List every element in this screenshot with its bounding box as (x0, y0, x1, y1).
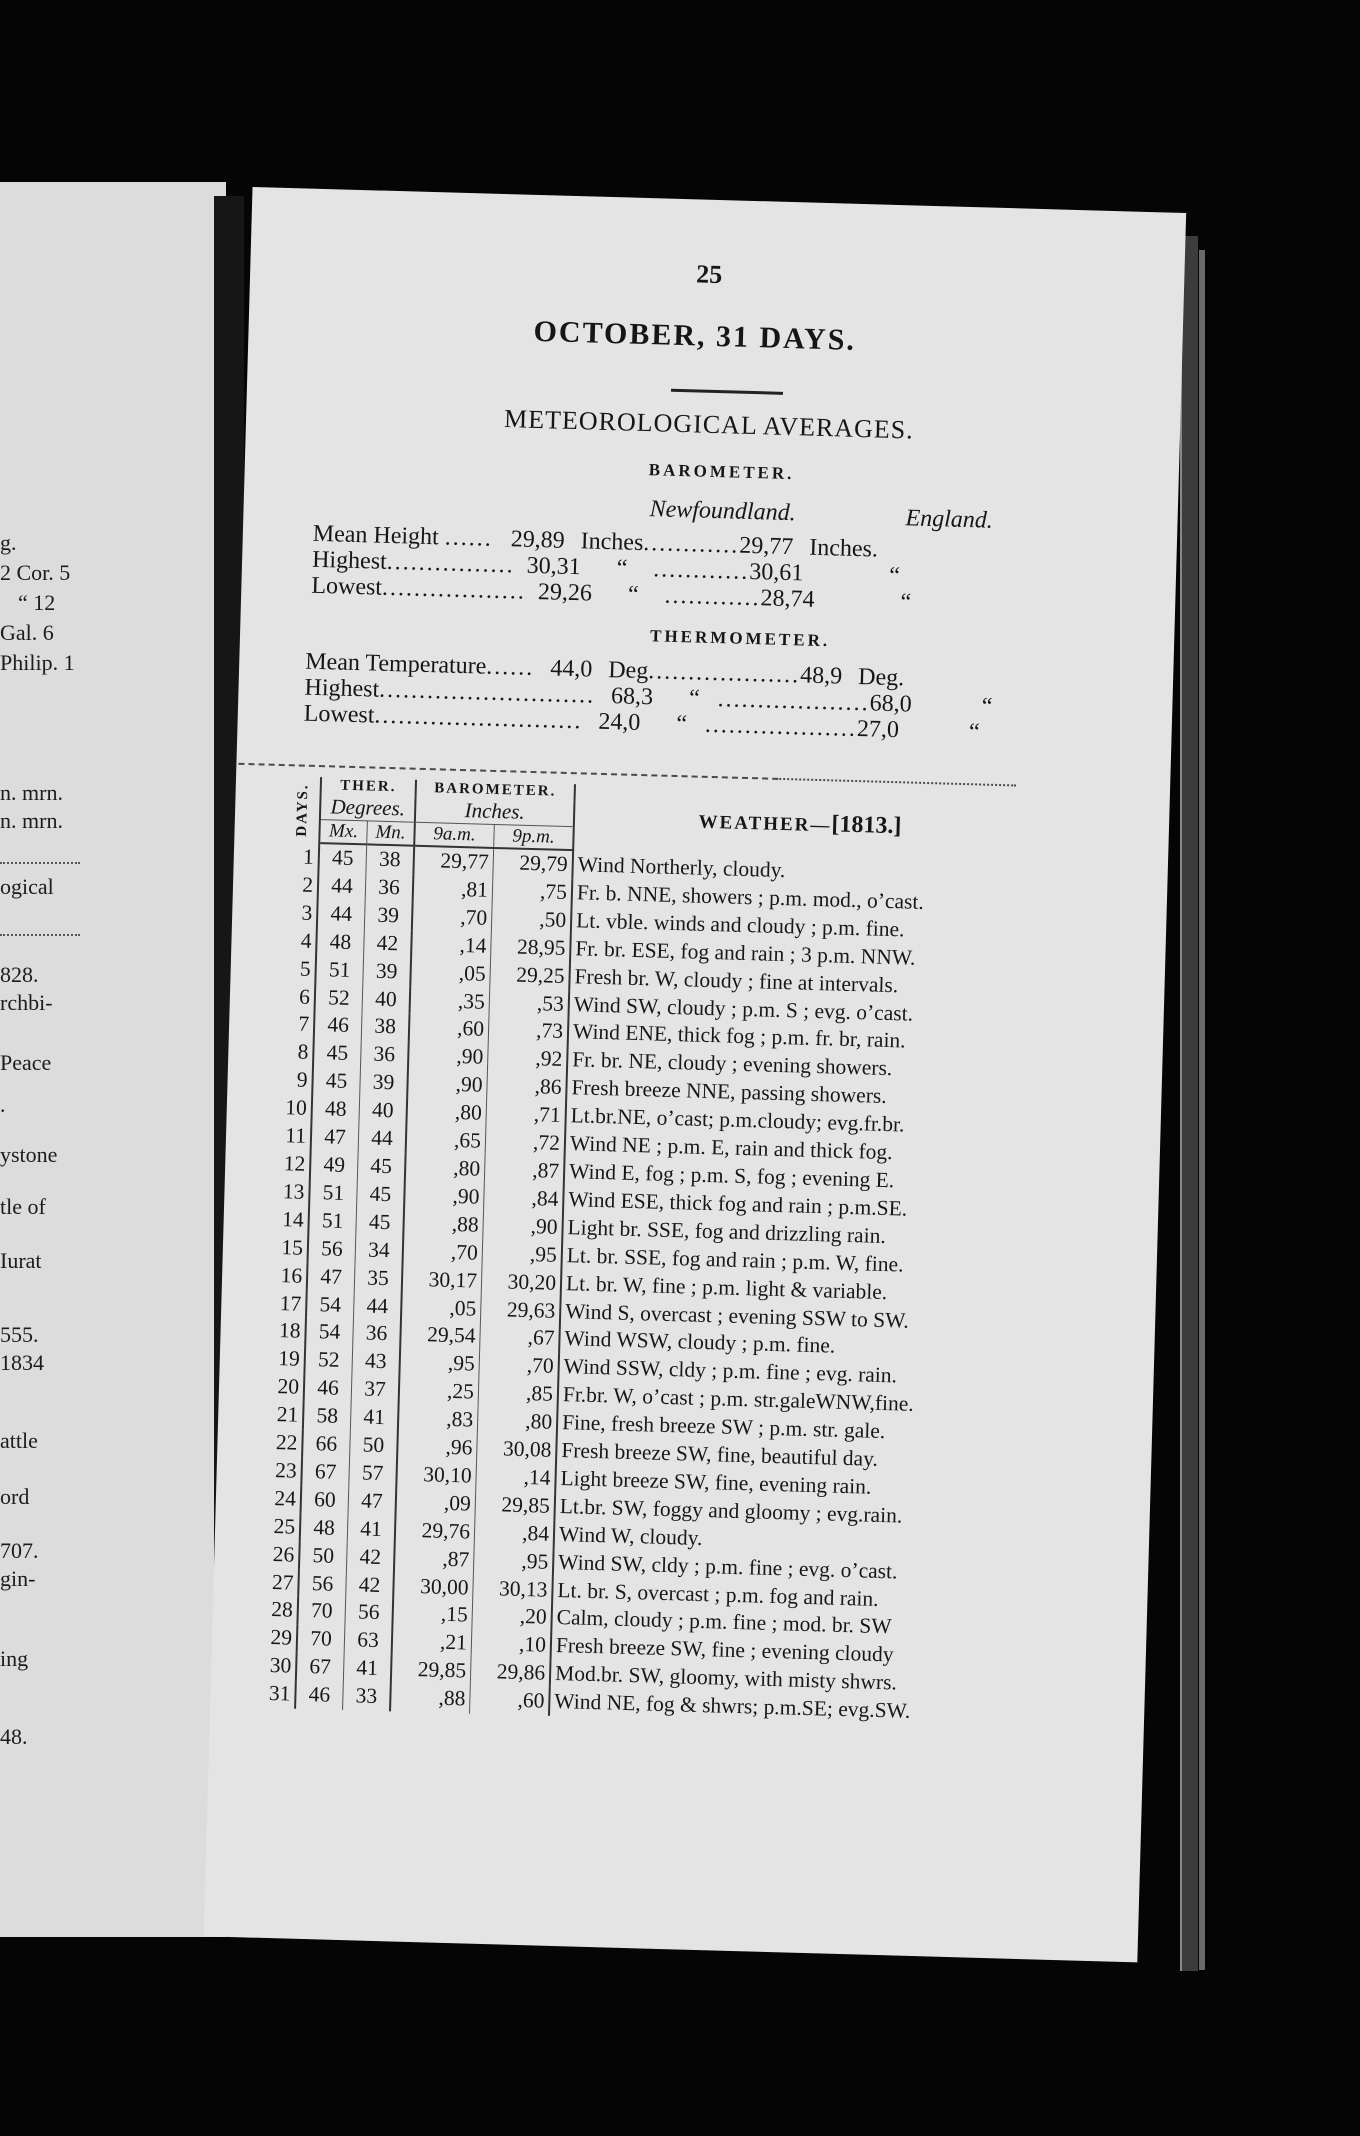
thermometer-unit: Degrees. (320, 794, 416, 822)
day-cell: 15 (273, 1234, 309, 1263)
fragment-text: “ 12 (18, 590, 56, 615)
morning-pressure-cell: ,25 (399, 1377, 479, 1407)
evening-pressure-cell: ,73 (488, 1016, 568, 1046)
weather-table (260, 776, 940, 1726)
evening-pressure-cell: 29,79 (493, 848, 573, 879)
morning-pressure-cell: ,35 (409, 986, 489, 1016)
max-temp-cell: 54 (306, 1290, 354, 1319)
min-temp-cell: 42 (346, 1571, 394, 1600)
barometer-unit: Inches. (415, 797, 575, 827)
fragment-text: gin- (0, 1566, 36, 1591)
evening-pressure-cell: ,50 (491, 905, 571, 935)
thermometer-column-header: THER. (321, 777, 416, 797)
evening-pressure-cell: ,95 (473, 1546, 553, 1576)
morning-pressure-cell: ,88 (390, 1684, 470, 1714)
morning-pressure-cell: ,05 (410, 958, 490, 988)
max-temp-cell: 46 (295, 1681, 343, 1710)
max-temp-cell: 49 (310, 1151, 358, 1180)
max-temp-cell: 46 (314, 1011, 362, 1040)
max-temp-header: Mx. (319, 820, 367, 845)
weather-cell: Fine, fresh breeze SW ; p.m. str. gale. (561, 1410, 886, 1444)
min-temp-cell: 40 (362, 985, 410, 1014)
day-cell: 31 (260, 1680, 296, 1709)
evening-pressure-cell: ,80 (477, 1407, 557, 1437)
fragment-text: . (0, 1092, 6, 1117)
day-cell: 27 (263, 1568, 299, 1597)
row-label: Highest (304, 674, 380, 703)
morning-pressure-cell: ,88 (403, 1209, 483, 1239)
fragment-text: Gal. 6 (0, 620, 54, 645)
fragment-text: 1834 (0, 1350, 44, 1375)
evening-pressure-cell: 29,85 (475, 1491, 555, 1521)
morning-pressure-cell: ,80 (405, 1154, 485, 1184)
leader-dots: ................... (647, 658, 801, 689)
max-temp-cell: 51 (309, 1179, 357, 1208)
weather-cell: Light breeze SW, fine, evening rain. (560, 1465, 872, 1499)
day-cell: 13 (274, 1178, 310, 1207)
leader-dots: ............ (664, 582, 761, 612)
weather-cell: Fr. br. NE, cloudy ; evening showers. (571, 1047, 893, 1081)
morning-pressure-cell: ,90 (408, 1042, 488, 1072)
morning-pressure-cell: 29,54 (400, 1321, 480, 1351)
england-value: 68,0 (869, 690, 913, 718)
weather-cell: Fr. br. ESE, fog and rain ; 3 p.m. NNW. (575, 935, 916, 970)
morning-pressure-cell: ,90 (407, 1070, 487, 1100)
title-rule (671, 389, 783, 395)
leader-dots: ............ (642, 530, 740, 559)
weather-cell: Wind W, cloudy. (558, 1521, 703, 1550)
day-cell: 20 (269, 1373, 305, 1402)
max-temp-cell: 56 (298, 1569, 346, 1598)
min-temp-cell: 41 (343, 1654, 391, 1683)
newfoundland-column-head: Newfoundland. (649, 496, 797, 527)
unit: “ (627, 581, 639, 608)
evening-pressure-cell: 30,08 (477, 1435, 557, 1465)
evening-pressure-cell: 30,13 (473, 1574, 553, 1604)
morning-pressure-cell: ,09 (395, 1488, 475, 1518)
evening-pressure-cell: ,85 (478, 1379, 558, 1409)
day-cell: 16 (272, 1262, 308, 1291)
row-label: Lowest (303, 700, 375, 729)
morning-pressure-cell: 30,10 (396, 1460, 476, 1490)
evening-pressure-cell: ,84 (484, 1184, 564, 1214)
evening-pressure-cell: 29,63 (480, 1295, 560, 1325)
fragment-text: n. mrn. (0, 780, 63, 805)
max-temp-cell: 70 (297, 1597, 345, 1626)
morning-pressure-cell: ,05 (401, 1293, 481, 1323)
min-temp-cell: 36 (353, 1320, 401, 1349)
max-temp-cell: 67 (301, 1458, 349, 1487)
evening-pressure-cell: ,10 (471, 1630, 551, 1660)
min-temp-cell: 45 (356, 1208, 404, 1237)
page-title: OCTOBER, 31 DAYS. (533, 314, 857, 357)
min-temp-cell: 39 (363, 957, 411, 986)
day-cell: 2 (283, 871, 319, 900)
weather-cell: Wind NE ; p.m. E, rain and thick fog. (569, 1131, 893, 1165)
fragment-text: attle (0, 1428, 38, 1453)
day-cell: 9 (277, 1066, 313, 1095)
unit: “ (900, 589, 912, 616)
day-cell: 8 (278, 1038, 314, 1067)
morning-pressure-cell: ,60 (409, 1014, 489, 1044)
weather-cell: Fresh breeze NNE, passing showers. (571, 1075, 887, 1109)
morning-pressure-cell: 29,76 (395, 1516, 475, 1546)
weather-cell: Fr.br. W, o’cast ; p.m. str.galeWNW,fine. (562, 1382, 915, 1417)
max-temp-cell: 60 (301, 1486, 349, 1515)
max-temp-cell: 56 (308, 1235, 356, 1264)
fragment-text: 48. (0, 1724, 28, 1749)
morning-pressure-cell: ,80 (406, 1098, 486, 1128)
england-value: 48,9 (799, 662, 843, 690)
evening-pressure-cell: ,14 (476, 1463, 556, 1493)
thermometer-heading: THERMOMETER. (649, 626, 831, 651)
max-temp-cell: 67 (296, 1653, 344, 1682)
morning-pressure-cell: ,21 (392, 1628, 472, 1658)
day-cell: 11 (276, 1122, 312, 1151)
evening-pressure-cell: ,75 (492, 877, 572, 907)
weather-cell: Lt. br. SSE, fog and rain ; p.m. W, fine. (566, 1242, 904, 1277)
day-cell: 24 (266, 1485, 302, 1514)
row-label: Mean Height (312, 520, 440, 551)
min-temp-cell: 41 (350, 1403, 398, 1432)
day-cell: 12 (275, 1150, 311, 1179)
newfoundland-value: 29,26 (537, 579, 593, 607)
day-cell: 18 (270, 1317, 306, 1346)
max-temp-cell: 47 (311, 1123, 359, 1152)
unit: “ (688, 685, 701, 712)
min-temp-cell: 43 (352, 1348, 400, 1377)
unit: “ (981, 693, 993, 720)
fragment-text: 828. (0, 962, 39, 987)
day-cell: 3 (282, 899, 318, 928)
weather-cell: Lt.br. SW, foggy and gloomy ; evg.rain. (559, 1493, 903, 1528)
min-temp-cell: 63 (344, 1626, 392, 1655)
leader-dots: ................ (386, 548, 516, 579)
day-cell: 6 (280, 983, 316, 1012)
max-temp-cell: 52 (304, 1346, 352, 1375)
day-cell: 19 (269, 1345, 305, 1374)
leader-dots: ............ (652, 556, 750, 585)
min-temp-cell: 45 (357, 1152, 405, 1181)
day-cell: 21 (268, 1401, 304, 1430)
weather-cell: Lt.br.NE, o’cast; p.m.cloudy; evg.fr.br. (570, 1103, 905, 1137)
max-temp-cell: 52 (315, 984, 363, 1013)
evening-pressure-cell: ,20 (472, 1602, 552, 1632)
min-temp-cell: 36 (360, 1041, 408, 1070)
max-temp-cell: 46 (304, 1374, 352, 1403)
weather-cell: Wind S, overcast ; evening SSW to SW. (564, 1298, 910, 1333)
england-value: 29,77 (738, 532, 794, 561)
min-temp-header: Mn. (367, 821, 415, 846)
morning-pressure-cell: ,95 (399, 1349, 479, 1379)
barometer-column-header: BAROMETER. (416, 780, 575, 801)
morning-pressure-cell: ,70 (412, 903, 492, 933)
min-temp-cell: 35 (354, 1264, 402, 1293)
morning-pressure-cell: ,81 (413, 875, 493, 905)
fragment-text: ing (0, 1646, 29, 1671)
min-temp-cell: 38 (361, 1013, 409, 1042)
unit: Deg. (857, 664, 905, 692)
min-temp-cell: 33 (343, 1682, 391, 1711)
fragment-text: ogical (0, 874, 54, 899)
newfoundland-value: 30,31 (526, 552, 582, 581)
weather-cell: Wind SW, cldy ; p.m. fine ; evg. o’cast. (557, 1549, 898, 1584)
fragment-text: ord (0, 1484, 30, 1509)
morning-pressure-cell: ,15 (392, 1600, 472, 1630)
year-label: [1813.] (831, 810, 902, 839)
weather-cell: Light br. SSE, fog and drizzling rain. (567, 1214, 887, 1248)
fragment-text: tle of (0, 1194, 46, 1219)
fragment-text: 707. (0, 1538, 39, 1563)
weather-column-header (573, 784, 940, 860)
weather-cell: Fresh br. W, cloudy ; fine at intervals. (574, 963, 899, 997)
barometer-heading: BAROMETER. (648, 460, 795, 484)
leader-dots: ................... (717, 686, 871, 717)
evening-pressure-cell: ,72 (485, 1128, 565, 1158)
fragment-text: n. mrn. (0, 808, 63, 833)
fragment-text: Philip. 1 (0, 650, 75, 675)
newfoundland-value: 29,89 (510, 526, 566, 554)
england-value: 28,74 (760, 585, 815, 613)
min-temp-cell: 44 (353, 1292, 401, 1321)
unit: Inches (580, 528, 644, 556)
unit: Inches. (808, 534, 879, 563)
morning-pressure-cell: ,14 (411, 930, 491, 960)
max-temp-cell: 45 (313, 1039, 361, 1068)
day-cell: 26 (264, 1540, 300, 1569)
weather-cell: Wind ESE, thick fog and rain ; p.m.SE. (568, 1187, 908, 1221)
page-number: 25 (695, 259, 723, 290)
max-temp-cell: 47 (307, 1262, 355, 1291)
unit: “ (888, 562, 901, 590)
min-temp-cell: 56 (345, 1599, 393, 1628)
morning-pressure-cell: 29,77 (413, 846, 493, 877)
weather-cell: Wind WSW, cloudy ; p.m. fine. (564, 1326, 836, 1359)
min-temp-cell: 50 (350, 1431, 398, 1460)
weather-table-container (260, 776, 1086, 1730)
weather-cell: Mod.br. SW, gloomy, with misty shwrs. (554, 1661, 898, 1695)
fragment-text: Peace (0, 1050, 52, 1075)
row-label: Mean Temperature (304, 648, 487, 680)
unit: “ (616, 555, 628, 582)
morning-pressure-cell: ,87 (394, 1544, 474, 1574)
fragment-text: rchbi- (0, 990, 53, 1015)
min-temp-cell: 42 (346, 1543, 394, 1572)
weather-cell: Lt. br. W, fine ; p.m. light & variable. (565, 1270, 888, 1304)
max-temp-cell: 44 (317, 900, 365, 929)
england-value: 27,0 (856, 716, 900, 744)
morning-pressure-cell: 30,00 (393, 1572, 473, 1602)
weather-cell: Lt. vble. winds and cloudy ; p.m. fine. (575, 908, 905, 942)
weather-cell: Calm, cloudy ; p.m. fine ; mod. br. SW (556, 1605, 892, 1639)
weather-cell: Wind SSW, cldy ; p.m. fine ; evg. rain. (563, 1354, 898, 1388)
day-cell: 10 (276, 1094, 312, 1123)
newfoundland-value: 24,0 (598, 708, 641, 736)
evening-pressure-cell: 29,25 (490, 961, 570, 991)
weather-cell: Wind ENE, thick fog ; p.m. fr. br, rain. (572, 1019, 906, 1053)
morning-pressure-cell: ,96 (397, 1433, 477, 1463)
fragment-text: g. (0, 530, 17, 555)
evening-pressure-cell: 28,95 (491, 933, 571, 963)
leader-dots: ...... (444, 524, 494, 552)
day-cell: 17 (271, 1289, 307, 1318)
morning-pressure-cell: 30,17 (402, 1265, 482, 1295)
evening-pressure-cell: 29,86 (470, 1658, 550, 1688)
weather-cell: Lt. br. S, overcast ; p.m. fog and rain. (557, 1577, 879, 1611)
evening-pressure-cell: ,53 (489, 988, 569, 1018)
morning-pressure-cell: ,83 (398, 1405, 478, 1435)
day-cell: 25 (265, 1513, 301, 1542)
leader-dots: ................... (704, 711, 858, 743)
max-temp-cell: 70 (297, 1625, 345, 1654)
max-temp-cell: 48 (300, 1514, 348, 1543)
max-temp-cell: 48 (311, 1095, 359, 1124)
day-cell: 1 (283, 842, 319, 872)
day-cell: 7 (279, 1010, 315, 1039)
max-temp-cell: 45 (312, 1067, 360, 1096)
fragment-text: 2 Cor. 5 (0, 560, 71, 585)
day-cell: 29 (262, 1624, 298, 1653)
weather-cell: Fresh breeze SW, fine ; evening cloudy (555, 1633, 894, 1667)
weather-cell: Wind E, fog ; p.m. S, fog ; evening E. (568, 1159, 895, 1193)
weather-cell: Wind SW, cloudy ; p.m. S ; evg. o’cast. (573, 991, 914, 1026)
almanac-page (204, 187, 1186, 1962)
morning-pressure-cell: ,65 (406, 1126, 486, 1156)
page-edge (1199, 250, 1205, 1970)
evening-pressure-cell: ,84 (474, 1518, 554, 1548)
min-temp-cell: 37 (351, 1375, 399, 1404)
min-temp-cell: 39 (360, 1069, 408, 1098)
morning-pressure-header: 9a.m. (414, 822, 494, 848)
evening-pressure-cell: ,86 (487, 1072, 567, 1102)
evening-pressure-cell: ,90 (483, 1212, 563, 1242)
min-temp-cell: 47 (348, 1487, 396, 1516)
max-temp-cell: 54 (305, 1318, 353, 1347)
max-temp-cell: 51 (315, 956, 363, 985)
leader-dots: ........................... (378, 676, 596, 709)
fragment-text: Iurat (0, 1248, 42, 1273)
days-column-header: DAYS. (284, 776, 321, 843)
evening-pressure-header: 9p.m. (494, 824, 574, 850)
max-temp-cell: 45 (318, 843, 366, 873)
evening-pressure-cell: ,60 (469, 1686, 549, 1716)
divider (0, 934, 80, 942)
max-temp-cell: 48 (316, 928, 364, 957)
newfoundland-value: 68,3 (610, 683, 654, 711)
min-temp-cell: 57 (349, 1459, 397, 1488)
evening-pressure-cell: ,87 (484, 1156, 564, 1186)
max-temp-cell: 50 (299, 1541, 347, 1570)
min-temp-cell: 38 (366, 844, 414, 874)
england-value: 30,61 (748, 558, 804, 587)
evening-pressure-cell: ,70 (479, 1351, 559, 1381)
min-temp-cell: 39 (364, 901, 412, 930)
row-label: Highest (311, 546, 388, 575)
previous-page-fragment (0, 182, 226, 1937)
day-cell: 23 (266, 1457, 302, 1486)
evening-pressure-cell: ,71 (486, 1100, 566, 1130)
weather-cell: Wind NE, fog & shwrs; p.m.SE; evg.SW. (554, 1689, 911, 1724)
fragment-text: 555. (0, 1322, 39, 1347)
section-heading: METEOROLOGICAL AVERAGES. (503, 404, 915, 445)
max-temp-cell: 66 (302, 1430, 350, 1459)
min-temp-cell: 42 (364, 929, 412, 958)
max-temp-cell: 58 (303, 1402, 351, 1431)
england-column-head: England. (905, 505, 994, 534)
day-cell: 4 (281, 927, 317, 956)
min-temp-cell: 36 (365, 873, 413, 902)
leader-dots: .......................... (374, 702, 583, 735)
weather-cell: Fr. b. NNE, showers ; p.m. mod., o’cast. (576, 880, 925, 914)
min-temp-cell: 40 (359, 1096, 407, 1125)
max-temp-cell: 51 (308, 1207, 356, 1236)
day-cell: 28 (262, 1596, 298, 1625)
unit: “ (968, 719, 980, 746)
morning-pressure-cell: 29,85 (391, 1656, 471, 1686)
weather-cell: Fresh breeze SW, fine, beautiful day. (561, 1438, 879, 1471)
unit: Deg (607, 657, 649, 685)
evening-pressure-cell: 30,20 (481, 1267, 561, 1297)
min-temp-cell: 45 (357, 1180, 405, 1209)
fragment-text: ystone (0, 1142, 58, 1167)
newfoundland-value: 44,0 (549, 655, 593, 683)
divider (0, 862, 80, 870)
min-temp-cell: 34 (355, 1236, 403, 1265)
leader-dots: .................. (381, 574, 527, 605)
morning-pressure-cell: ,90 (404, 1181, 484, 1211)
leader-dots: ...... (485, 653, 535, 681)
evening-pressure-cell: ,67 (480, 1323, 560, 1353)
min-temp-cell: 41 (347, 1515, 395, 1544)
day-cell: 14 (273, 1206, 309, 1235)
unit: “ (675, 710, 688, 738)
evening-pressure-cell: ,95 (482, 1239, 562, 1269)
page-edge (1180, 236, 1198, 1971)
evening-pressure-cell: ,92 (487, 1044, 567, 1074)
weather-cell: Wind Northerly, cloudy. (577, 851, 786, 882)
weather-label: WEATHER— (698, 811, 832, 836)
day-cell: 30 (261, 1652, 297, 1681)
max-temp-cell: 44 (318, 872, 366, 901)
day-cell: 5 (280, 955, 316, 984)
row-label: Lowest (311, 572, 383, 601)
min-temp-cell: 44 (358, 1124, 406, 1153)
weather-table-body (260, 842, 938, 1726)
morning-pressure-cell: ,70 (402, 1237, 482, 1267)
day-cell: 22 (267, 1429, 303, 1458)
